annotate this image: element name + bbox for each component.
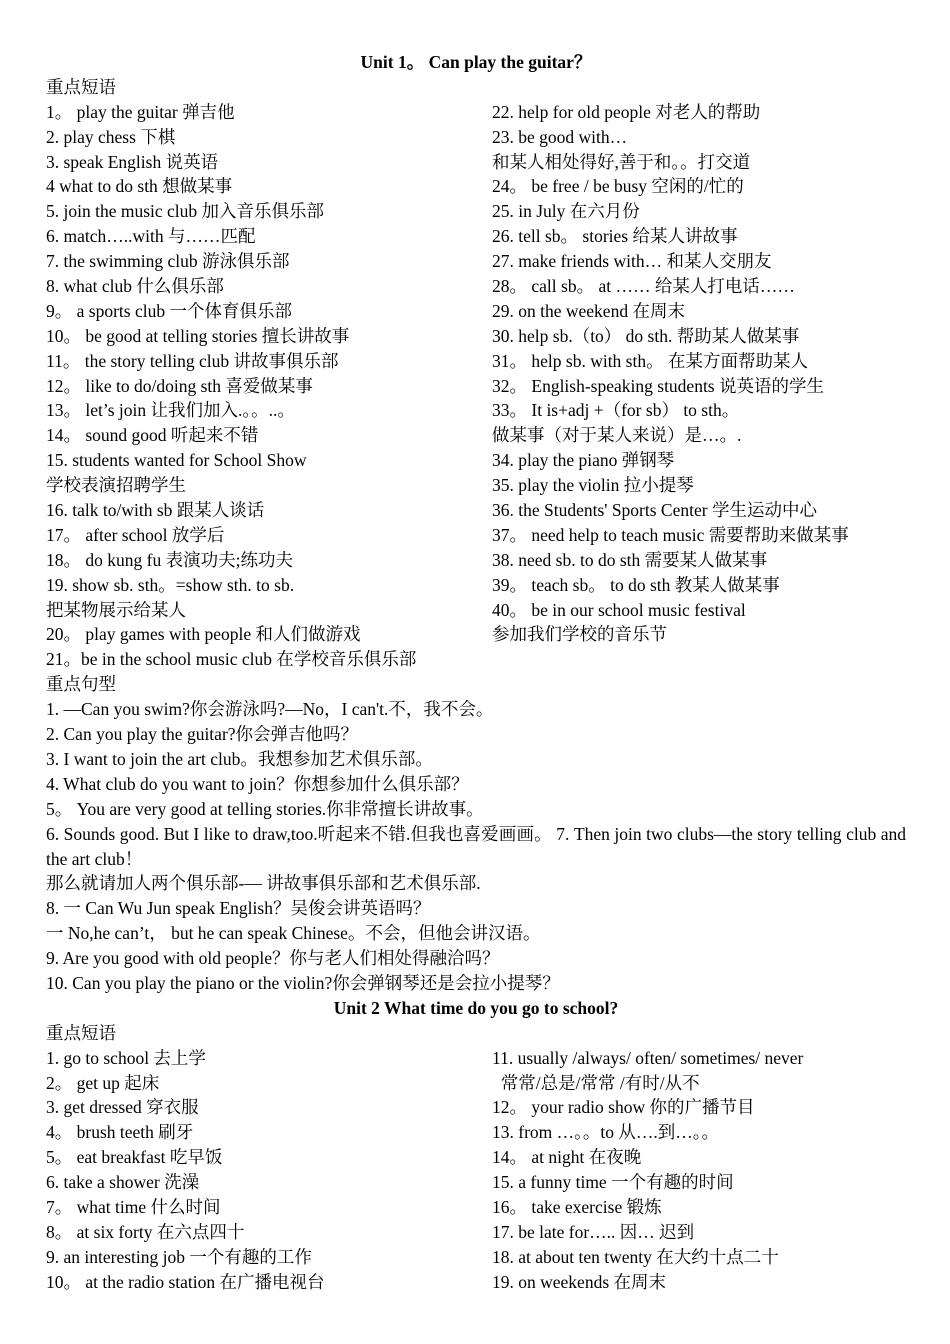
- sentence-item: 10. Can you play the piano or the violin?你会弹钢琴还是会拉小提琴？: [46, 972, 560, 993]
- phrase-item: 39。 teach sb。 to do sth 教某人做某事: [492, 574, 780, 595]
- phrase-item: 19. on weekends 在周末: [492, 1271, 667, 1292]
- phrase-item: 38. need sb. to do sth 需要某人做某事: [492, 549, 768, 570]
- phrase-item: 13. from …。。to 从….到…。。: [492, 1122, 720, 1143]
- phrase-item: 5. join the music club 加入音乐俱乐部: [46, 201, 325, 222]
- sentence-item: 3. I want to join the art club。我想参加艺术俱乐部。: [46, 748, 433, 769]
- phrase-item: 12。 your radio show 你的广播节目: [492, 1097, 755, 1118]
- phrase-item: 29. on the weekend 在周末: [492, 300, 685, 321]
- phrase-item: 7。 what time 什么时间: [46, 1197, 221, 1217]
- phrase-item: 17。 after school 放学后: [46, 524, 225, 545]
- phrase-item: 30. help sb.（to） do sth. 帮助某人做某事: [492, 325, 800, 346]
- phrase-item: 36. the Students' Sports Center 学生运动中心: [492, 500, 817, 521]
- phrase-item: 21。be in the school music club 在学校音乐俱乐部: [46, 649, 417, 670]
- phrase-item: 8. what club 什么俱乐部: [46, 276, 224, 297]
- phrase-item: 10。 be good at telling stories 擅长讲故事: [46, 325, 350, 346]
- phrase-item: 34. play the piano 弹钢琴: [492, 450, 675, 471]
- phrase-item: 4 what to do sth 想做某事: [46, 176, 233, 197]
- phrase-item: 6. take a shower 洗澡: [46, 1172, 200, 1193]
- sentence-item: 9. Are you good with old people？你与老人们相处得融洽吗？: [46, 948, 500, 969]
- unit1-sentences: [46, 697, 906, 996]
- phrase-item: 26. tell sb。 stories 给某人讲故事: [492, 226, 738, 247]
- sentence-item: 那么就请加人两个俱乐部-— 讲故事俱乐部和艺术俱乐部.: [46, 873, 481, 894]
- unit2-phrases-heading: 重点短语: [46, 1022, 116, 1043]
- phrase-item: 13。 let’s join 让我们加入.。。..。: [46, 400, 295, 421]
- phrase-item: 28。 call sb。 at …… 给某人打电话……: [492, 276, 795, 297]
- phrase-item: 16。 take exercise 锻炼: [492, 1197, 662, 1217]
- phrase-item: 17. be late for….. 因… 迟到: [492, 1221, 695, 1242]
- document-page: [46, 50, 906, 1295]
- unit1-phrases-right: [492, 100, 906, 672]
- unit1-sentences-heading: 重点句型: [46, 674, 116, 695]
- phrase-item: 和某人相处得好,善于和。。打交道: [492, 151, 751, 172]
- phrase-item: 2。 get up 起床: [46, 1072, 160, 1093]
- phrase-item: 15. a funny time 一个有趣的时间: [492, 1172, 734, 1193]
- phrase-item: 5。 eat breakfast 吃早饭: [46, 1147, 223, 1168]
- phrase-item: 1. go to school 去上学: [46, 1047, 206, 1068]
- unit1-title: Unit 1。 Can play the guitar？: [360, 52, 592, 72]
- phrase-item: 33。 It is+adj +（for sb） to sth。: [492, 400, 740, 421]
- phrase-item: 4。 brush teeth 刷牙: [46, 1122, 194, 1143]
- phrase-item: 8。 at six forty 在六点四十: [46, 1221, 245, 1242]
- unit2-title: Unit 2 What time do you go to school?: [333, 997, 619, 1018]
- phrase-item: 把某物展示给某人: [46, 599, 186, 620]
- unit1-phrases: [46, 100, 906, 672]
- phrase-item: 11. usually /always/ often/ sometimes/ never: [492, 1047, 804, 1068]
- sentence-item: 2. Can you play the guitar?你会弹吉他吗？: [46, 724, 359, 745]
- phrase-item: 2. play chess 下棋: [46, 126, 176, 147]
- phrase-item: 25. in July 在六月份: [492, 201, 640, 222]
- phrase-item: 31。 help sb. with sth。 在某方面帮助某人: [492, 350, 808, 371]
- sentence-item: 6. Sounds good. But I like to draw,too.听起来不错.但我也喜爱画画。 7. Then join two clubs—the story telling club and the art club！: [46, 823, 906, 869]
- phrase-item: 学校表演招聘学生: [46, 475, 186, 496]
- phrase-item: 18. at about ten twenty 在大约十点二十: [492, 1246, 779, 1267]
- phrase-item: 16. talk to/with sb 跟某人谈话: [46, 500, 265, 521]
- phrase-item: 9。 a sports club 一个体育俱乐部: [46, 300, 292, 321]
- sentence-item: 5。 You are very good at telling stories.你非常擅长讲故事。: [46, 798, 484, 819]
- sentence-item: 一 No,he can’t， but he can speak Chinese。不会，但他会讲汉语。: [46, 923, 541, 944]
- phrase-item: 参加我们学校的音乐节: [492, 624, 667, 645]
- phrase-item: 做某事（对于某人来说）是…。.: [492, 425, 742, 446]
- phrase-item: 常常/总是/常常 /有时/从不: [492, 1072, 700, 1093]
- phrase-item: 14。 sound good 听起来不错: [46, 425, 259, 446]
- phrase-item: 32。 English-speaking students 说英语的学生: [492, 375, 824, 396]
- phrase-item: 1。 play the guitar 弹吉他: [46, 101, 235, 122]
- phrase-item: 3. speak English 说英语: [46, 151, 219, 172]
- phrase-item: 23. be good with…: [492, 126, 628, 147]
- phrase-item: 15. students wanted for School Show: [46, 450, 307, 471]
- phrase-item: 27. make friends with… 和某人交朋友: [492, 251, 772, 272]
- phrase-item: 35. play the violin 拉小提琴: [492, 475, 694, 496]
- phrase-item: 6. match…..with 与……匹配: [46, 226, 256, 247]
- phrase-item: 3. get dressed 穿衣服: [46, 1097, 199, 1118]
- unit1-phrases-heading: 重点短语: [46, 76, 116, 97]
- unit1-phrases-left: [46, 100, 492, 672]
- phrase-item: 14。 at night 在夜晚: [492, 1147, 642, 1168]
- phrase-item: 40。 be in our school music festival: [492, 599, 746, 620]
- sentence-item: 1. —Can you swim?你会游泳吗?—No，I can't.不，我不会。: [46, 699, 494, 720]
- phrase-item: 19. show sb. sth。=show sth. to sb.: [46, 574, 295, 595]
- phrase-item: 7. the swimming club 游泳俱乐部: [46, 251, 290, 272]
- phrase-item: 24。 be free / be busy 空闲的/忙的: [492, 176, 744, 197]
- phrase-item: 11。 the story telling club 讲故事俱乐部: [46, 350, 339, 371]
- unit2-phrases-right: [492, 1046, 906, 1295]
- phrase-item: 10。 at the radio station 在广播电视台: [46, 1271, 325, 1292]
- phrase-item: 18。 do kung fu 表演功夫;练功夫: [46, 549, 293, 570]
- sentence-item: 4. What club do you want to join？你想参加什么俱乐部？: [46, 773, 469, 794]
- phrase-item: 37。 need help to teach music 需要帮助来做某事: [492, 524, 849, 545]
- sentence-item: 8. 一 Can Wu Jun speak English？吴俊会讲英语吗？: [46, 898, 431, 919]
- phrase-item: 12。 like to do/doing sth 喜爱做某事: [46, 375, 313, 396]
- unit2-phrases: [46, 1046, 906, 1295]
- phrase-item: 9. an interesting job 一个有趣的工作: [46, 1246, 312, 1267]
- phrase-item: 20。 play games with people 和人们做游戏: [46, 624, 361, 645]
- unit2-phrases-left: [46, 1046, 492, 1295]
- phrase-item: 22. help for old people 对老人的帮助: [492, 101, 761, 122]
